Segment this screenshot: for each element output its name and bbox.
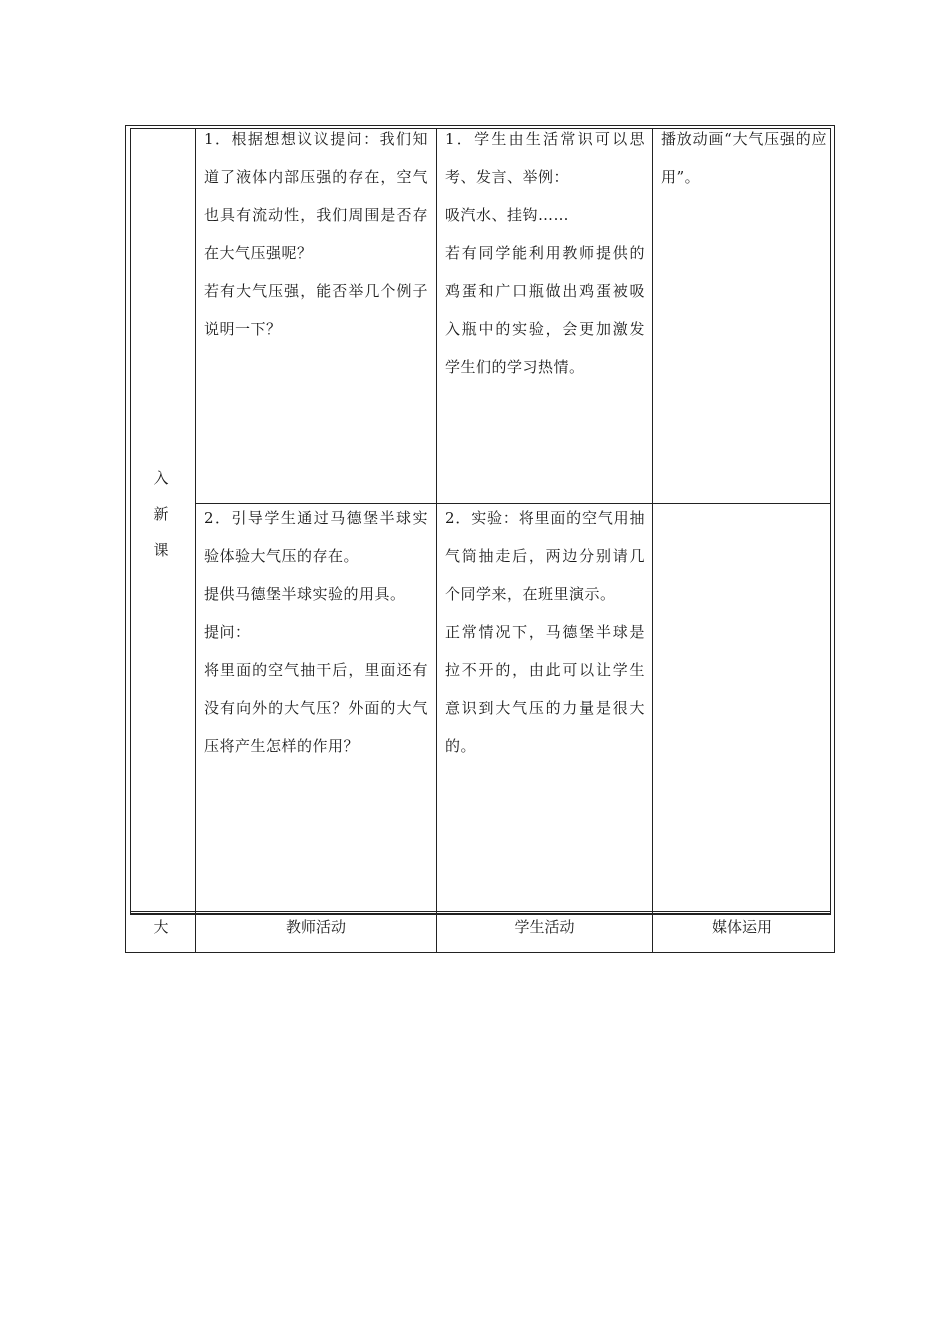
side-bottom-char: 大 [153, 918, 169, 936]
column-divider-1 [195, 128, 196, 953]
side-label-char: 新 [153, 505, 169, 523]
row-divider-2 [130, 911, 831, 912]
row1-teacher-para: 若有大气压强，能否举几个例子说明一下？ [204, 282, 428, 338]
header-media-use: 媒体运用 [711, 918, 772, 936]
side-label-char: 课 [153, 541, 169, 559]
row2-teacher-para: 2．引导学生通过马德堡半球实验体验大气压的存在。 [204, 509, 428, 565]
row1-media-para: 播放动画“大气压强的应用”。 [661, 130, 827, 186]
header-teacher-activity: 教师活动 [285, 918, 346, 936]
row1-media-cell [661, 120, 827, 196]
row2-student-cell [445, 499, 645, 765]
header-student-activity: 学生活动 [514, 918, 575, 936]
row1-student-para: 1．学生由生活常识可以思考、发言、举例： [445, 130, 645, 186]
row1-teacher-para: 1．根据想想议议提问：我们知道了液体内部压强的存在，空气也具有流动性，我们周围是否存在大气压强呢？ [204, 130, 428, 262]
row2-teacher-para: 提供马德堡半球实验的用具。 [204, 585, 406, 603]
row2-teacher-para: 将里面的空气抽干后，里面还有没有向外的大气压？外面的大气压将产生怎样的作用？ [204, 661, 428, 755]
side-label-char: 入 [153, 469, 169, 487]
row1-teacher-cell [204, 120, 428, 348]
row2-student-para: 正常情况下，马德堡半球是拉不开的，由此可以让学生意识到大气压的力量是很大的。 [445, 623, 645, 755]
row1-student-para: 吸汽水、挂钩…… [445, 206, 570, 224]
row2-teacher-para: 提问： [204, 623, 251, 641]
column-divider-3 [652, 128, 653, 953]
column-divider-2 [436, 128, 437, 953]
row1-student-para: 若有同学能利用教师提供的鸡蛋和广口瓶做出鸡蛋被吸入瓶中的实验，会更加激发学生们的学习热情。 [445, 244, 645, 376]
section-side-label [127, 460, 195, 568]
row2-student-para: 2．实验：将里面的空气用抽气筒抽走后，两边分别请几个同学来，在班里演示。 [445, 509, 645, 603]
row1-student-cell [445, 120, 645, 386]
row2-teacher-cell [204, 499, 428, 765]
